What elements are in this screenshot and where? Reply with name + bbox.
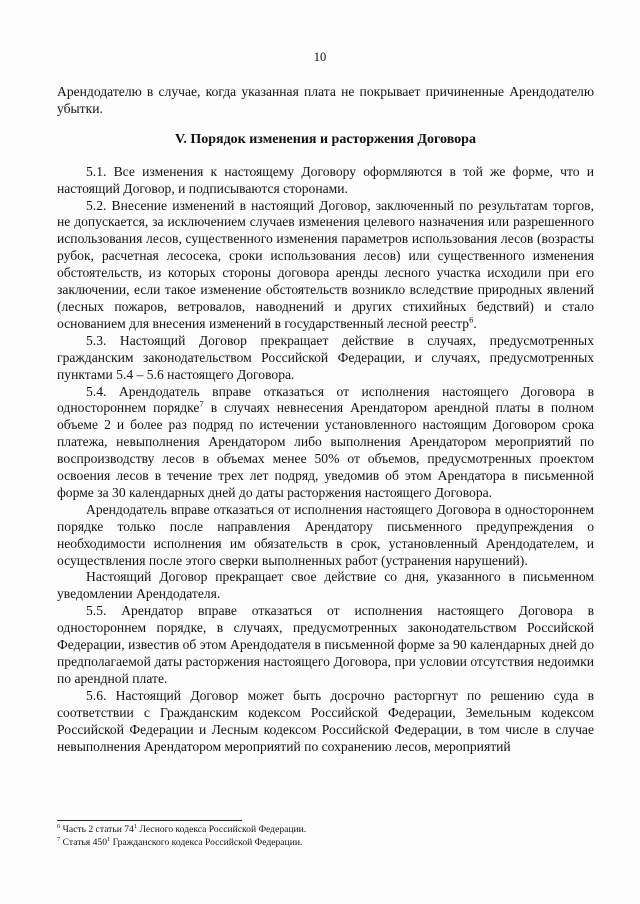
paragraph-5-3: 5.3. Настоящий Договор прекращает действие в случаях, предусмотренных гражданским законодательством Российской Федерации, и случаях, предусмотренных пунктами 5.4 – 5.6 настоящего Договора.	[57, 332, 594, 382]
footnote-ref-6[interactable]: 6	[469, 314, 474, 325]
section-heading: V. Порядок изменения и расторжения Договора	[175, 131, 476, 147]
footnote-7-mark: 7	[57, 835, 61, 843]
paragraph-5-5: 5.5. Арендатор вправе отказаться от исполнения настоящего Договора в одностороннем порядке, в случаях, предусмотренных законодательством Российской Федерации, известив об этом Арендодателя в письменной форме за 90 календарных дней до предполагаемой даты расторжения настоящего Договора, при условии отсутствия недоимки по арендной плате.	[57, 603, 594, 686]
footnote-6-text-a: Часть 2 статьи 74	[60, 824, 134, 835]
footnote-6-text-b: Лесного кодекса Российской Федерации.	[137, 824, 307, 835]
paragraph-5-4-text-a: 5.4. Арендодатель вправе отказаться от исполнения настоящего Договора в одностороннем порядке	[57, 383, 594, 416]
intro-paragraph: Арендодателю в случае, когда указанная плата не покрывает причиненные Арендодателю убытки.	[57, 84, 594, 116]
footnote-ref-7[interactable]: 7	[199, 398, 204, 409]
paragraph-5-2-end: .	[473, 315, 477, 331]
paragraph-5-4-text-b: в случаях невнесения Арендатором арендной платы в полном объеме 2 и более раз подряд по истечении установленного настоящим Договором срока платежа, невыполнения Арендатором либо выполнения Арендатором мероприятий по воспроизводству лесов в объемах менее 50% от объемов, предусмотренных проектом освоения лесов в течение трех лет подряд, уведомив об этом Арендатора в письменной форме за 30 календарных дней до даты расторжения настоящего Договора.	[57, 400, 594, 500]
paragraph-5-2-text: 5.2. Внесение изменений в настоящий Договор, заключенный по результатам торгов, не допускается, за исключением случаев изменения целевого назначения или разрешенного использования лесов, существенного изменения параметров использования лесов (возрасты рубок, расчетная лесосека, сроки использования лесов) или существенного изменения обстоятельств, из которых стороны договора аренды лесного участка исходили при его заключении, если такое изменение обстоятельств возникло вследствие природных явлений (лесных пожаров, ветровалов, наводнений и других стихийных бедствий) и стало основанием для внесения изменений в государственный лесной реестр	[57, 197, 594, 331]
paragraph-5-6: 5.6. Настоящий Договор может быть досрочно расторгнут по решению суда в соответствии с Гражданским кодексом Российской Федерации, Земельным кодексом Российской Федерации и Лесным кодексом Российской Федерации, в том числе в случае невыполнения Арендатором мероприятий по сохранению лесов, мероприятий	[57, 687, 594, 754]
page-number: 10	[313, 50, 327, 64]
footnote-6-sup: 1	[133, 822, 138, 830]
paragraph-lessor-right: Арендодатель вправе отказаться от исполнения настоящего Договора в одностороннем порядке только после направления Арендатору письменного предупреждения о необходимости исполнения им обязательств в срок, установленный Арендодателем, и осуществления после этого сверки выполненных работ (устранения нарушений).	[57, 501, 594, 568]
paragraph-5-2	[57, 198, 594, 333]
footnote-7-text-a: Статья 450	[60, 836, 108, 848]
footnote-6	[57, 824, 594, 837]
footnotes	[57, 824, 594, 849]
footnote-divider	[57, 820, 242, 821]
paragraph-5-4	[57, 384, 594, 502]
footnote-7	[57, 837, 594, 850]
paragraph-5-1: 5.1. Все изменения к настоящему Договору оформляются в той же форме, что и настоящий Договор, и подписываются сторонами.	[57, 163, 594, 196]
footnote-6-mark: 6	[57, 822, 61, 830]
footnote-7-text-b: Гражданского кодекса Российской Федерации.	[110, 836, 303, 848]
footnote-7-sup: 1	[107, 835, 111, 843]
paragraph-termination-day: Настоящий Договор прекращает свое действие со дня, указанного в письменном уведомлении Арендодателя.	[57, 569, 594, 602]
document-body	[57, 84, 594, 755]
